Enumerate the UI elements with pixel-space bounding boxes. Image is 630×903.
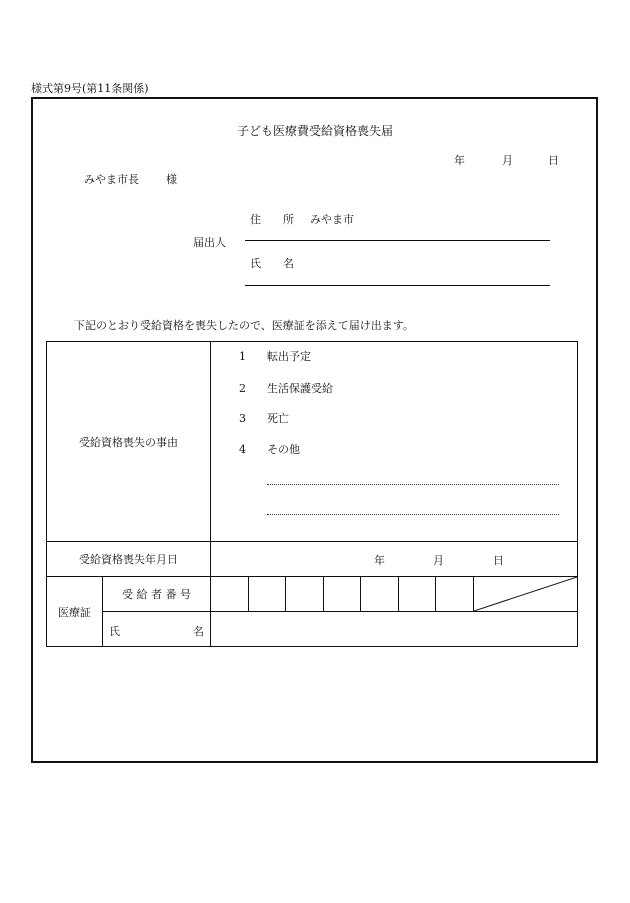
notifier-label: 届出人 [193, 236, 226, 249]
date-year: 年 [454, 154, 465, 167]
digit-box[interactable] [398, 577, 436, 611]
recipient-number-cells [211, 577, 578, 612]
other-reason-line [267, 484, 559, 485]
name-value-cell[interactable] [211, 612, 578, 647]
name-label-right: 名 [193, 625, 204, 638]
other-reason-line [267, 514, 559, 515]
loss-date-row [47, 542, 578, 577]
diagonal-slash-icon [474, 577, 577, 611]
name-label-cell [103, 612, 211, 647]
reason-item: 4 その他 [239, 443, 300, 456]
form-number: 様式第9号(第11条関係) [31, 82, 149, 95]
reason-item: 2 生活保護受給 [239, 382, 333, 395]
addressee-mayor: みやま市長 [84, 173, 139, 186]
statement-text: 下記のとおり受給資格を喪失したので、医療証を添えて届け出ます。 [74, 319, 414, 332]
loss-date-year: 年 [374, 554, 385, 567]
form-title: 子ども医療費受給資格喪失届 [236, 124, 393, 138]
form-table [46, 341, 578, 647]
recipient-number-row [47, 577, 578, 612]
addressee-honorific: 様 [166, 173, 177, 186]
digit-box[interactable] [435, 577, 473, 611]
name-label-left: 氏 [109, 625, 120, 638]
reason-cell [211, 342, 578, 542]
address-label: 住 所 [250, 213, 294, 226]
name-underline [245, 285, 550, 286]
address-value: みやま市 [310, 213, 354, 226]
reason-label: 受給資格喪失の事由 [47, 342, 211, 542]
digit-box[interactable] [360, 577, 398, 611]
address-underline [245, 240, 550, 241]
recipient-number-boxes [211, 577, 577, 611]
digit-box[interactable] [323, 577, 361, 611]
digit-box[interactable] [248, 577, 286, 611]
certificate-label: 医療証 [47, 577, 103, 647]
loss-date-label: 受給資格喪失年月日 [47, 542, 211, 577]
reason-item: 3 死亡 [239, 412, 289, 425]
name-row [47, 612, 578, 647]
date-month: 月 [502, 154, 513, 167]
digit-box[interactable] [285, 577, 323, 611]
loss-date-month: 月 [433, 554, 444, 567]
loss-date-cell [211, 542, 578, 577]
reason-row [47, 342, 578, 542]
reason-item: 1 転出予定 [239, 350, 311, 363]
loss-date-day: 日 [493, 554, 504, 567]
name-label: 氏 名 [250, 257, 294, 270]
recipient-number-label: 受 給 者 番 号 [103, 577, 211, 612]
date-day: 日 [548, 154, 559, 167]
crossed-out-box [473, 577, 577, 611]
digit-box[interactable] [211, 577, 248, 611]
